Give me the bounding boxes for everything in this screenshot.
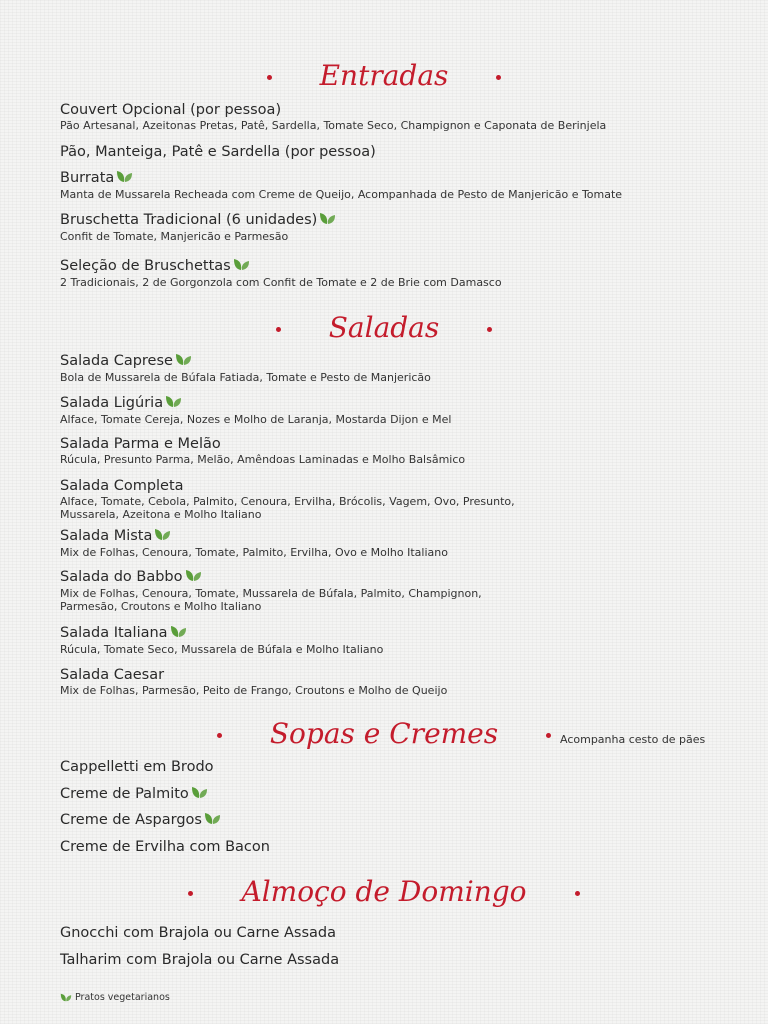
item-name: Salada Mista (60, 528, 153, 544)
item-name: Salada do Babbo (60, 569, 183, 585)
item-name: Salada Italiana (60, 625, 168, 641)
item-name: Creme de Aspargos (60, 812, 202, 828)
leaf-icon (204, 812, 221, 830)
item-name: Salada Completa (60, 478, 184, 494)
menu-item (60, 625, 720, 656)
item-name: Gnocchi com Brajola ou Carne Assada (60, 925, 336, 941)
leaf-icon (175, 353, 192, 371)
item-name: Creme de Ervilha com Bacon (60, 839, 270, 855)
item-description: Rúcula, Presunto Parma, Melão, Amêndoas Laminadas e Molho Balsâmico (60, 453, 466, 466)
section-title-sopas: Sopas e Cremes (0, 718, 768, 750)
menu-item (60, 395, 720, 426)
item-name: Couvert Opcional (por pessoa) (60, 102, 282, 118)
section-title-saladas: Saladas (0, 312, 768, 344)
leaf-icon (170, 625, 187, 643)
menu-item (60, 839, 720, 856)
ornament-dot (496, 75, 501, 80)
item-name: Salada Ligúria (60, 395, 164, 411)
section-title-almoco-domingo: Almoço de Domingo (0, 876, 768, 908)
item-name: Creme de Palmito (60, 786, 189, 802)
item-name: Seleção de Bruschettas (60, 258, 231, 274)
section-title-entradas: Entradas (0, 60, 768, 92)
ornament-dot (217, 733, 222, 738)
item-name: Salada Parma e Melão (60, 436, 221, 452)
ornament-dot (188, 891, 193, 896)
vegetarian-legend (60, 992, 170, 1005)
leaf-icon (191, 786, 208, 804)
leaf-icon (233, 258, 250, 276)
menu-item (60, 667, 720, 697)
menu-item (60, 170, 720, 201)
item-description: Mix de Folhas, Parmesão, Peito de Frango, Croutons e Molho de Queijo (60, 684, 448, 697)
item-description: Pão Artesanal, Azeitonas Pretas, Patê, Sardella, Tomate Seco, Champignon e Caponata de Berinjela (60, 119, 607, 132)
item-description: Bola de Mussarela de Búfala Fatiada, Tomate e Pesto de Manjericão (60, 371, 431, 384)
item-name: Cappelletti em Brodo (60, 759, 214, 775)
menu-item (60, 353, 720, 384)
leaf-icon (165, 395, 182, 413)
leaf-icon (116, 170, 133, 188)
menu-item (60, 258, 720, 289)
legend-label: Pratos vegetarianos (75, 992, 170, 1003)
item-description: Confit de Tomate, Manjericão e Parmesão (60, 230, 289, 243)
menu-item (60, 102, 720, 132)
ornament-dot (546, 733, 551, 738)
menu-item (60, 212, 720, 243)
ornament-dot (487, 327, 492, 332)
item-name: Bruschetta Tradicional (6 unidades) (60, 212, 318, 228)
ornament-dot (575, 891, 580, 896)
item-description: Alface, Tomate Cereja, Nozes e Molho de Laranja, Mostarda Dijon e Mel (60, 413, 452, 426)
item-name: Salada Caesar (60, 667, 165, 683)
menu-item (60, 436, 720, 466)
leaf-icon (60, 993, 72, 1005)
menu-item (60, 569, 720, 613)
leaf-icon (154, 528, 171, 546)
item-description: Mix de Folhas, Cenoura, Tomate, Palmito, Ervilha, Ovo e Molho Italiano (60, 546, 448, 559)
leaf-icon (319, 212, 336, 230)
item-name: Burrata (60, 170, 115, 186)
item-description: 2 Tradicionais, 2 de Gorgonzola com Confit de Tomate e 2 de Brie com Damasco (60, 276, 502, 289)
menu-item (60, 528, 720, 559)
ornament-dot (276, 327, 281, 332)
menu-item (60, 144, 720, 161)
ornament-dot (267, 75, 272, 80)
item-name: Salada Caprese (60, 353, 173, 369)
menu-item (60, 759, 720, 776)
item-description: Alface, Tomate, Cebola, Palmito, Cenoura, Ervilha, Brócolis, Vagem, Ovo, Presunto, Mussarela, Azeitona e Molho Italiano (60, 495, 515, 521)
item-description: Rúcula, Tomate Seco, Mussarela de Búfala e Molho Italiano (60, 643, 384, 656)
item-description: Manta de Mussarela Recheada com Creme de Queijo, Acompanhada de Pesto de Manjericão e Tomate (60, 188, 623, 201)
menu-item (60, 812, 720, 830)
menu-item (60, 925, 720, 942)
menu-item (60, 952, 720, 969)
menu-item (60, 786, 720, 804)
leaf-icon (185, 569, 202, 587)
item-description: Mix de Folhas, Cenoura, Tomate, Mussarela de Búfala, Palmito, Champignon, Parmesão, Croutons e Molho Italiano (60, 587, 482, 613)
bread-basket-note: Acompanha cesto de pães (560, 733, 706, 746)
item-name: Talharim com Brajola ou Carne Assada (60, 952, 340, 968)
menu-item (60, 478, 720, 521)
item-name: Pão, Manteiga, Patê e Sardella (por pessoa) (60, 144, 376, 160)
